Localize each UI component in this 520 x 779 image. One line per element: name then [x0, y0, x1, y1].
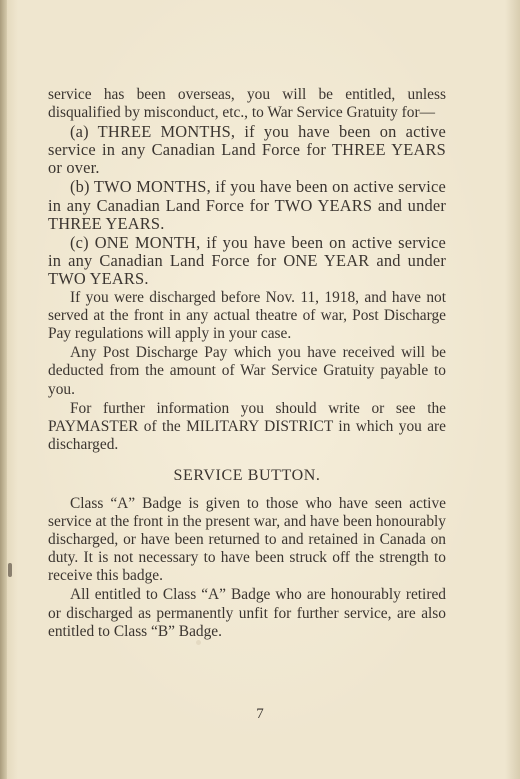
discharge-paragraph: If you were discharged before Nov. 11, 1918, and have not served at the front in any actual theatre of war, Post Discharge Pay regulations will apply in your case.	[48, 289, 446, 343]
body-text	[48, 86, 446, 642]
clause-b	[48, 178, 446, 232]
clause-a-label: (a)	[70, 122, 89, 142]
deduction-paragraph: Any Post Discharge Pay which you have received will be deducted from the amount of War Service Gratuity payable to you.	[48, 344, 446, 398]
page-number: 7	[256, 706, 264, 722]
clause-b-label: (b)	[70, 177, 90, 197]
clause-b-text: TWO MONTHS, if you have been on active service in any Canadian Land Force for TWO YEARS and under THREE YEARS.	[48, 177, 446, 233]
intro-paragraph: service has been overseas, you will be entitled, unless disqualified by misconduct, etc., to War Service Gratuity for—	[48, 86, 446, 122]
section-heading: SERVICE BUTTON.	[173, 466, 321, 484]
clause-c	[48, 234, 446, 288]
class-a-paragraph: Class “A” Badge is given to those who have seen active service at the front in the present war, and have been honourably discharged, or have been returned to and retained in Canada on duty. It is not necessary to have been struck off the strength to receive this badge.	[48, 494, 446, 585]
clause-c-text: ONE MONTH, if you have been on active service in any Canadian Land Force for ONE YEAR and under TWO YEARS.	[48, 232, 446, 288]
class-b-paragraph: All entitled to Class “A” Badge who are honourably retired or discharged as permanently unfit for further service, are also entitled to Class “B” Badge.	[48, 586, 446, 640]
clause-a-text: THREE MONTHS, if you have been on active service in any Canadian Land Force for THREE YEARS or over.	[48, 122, 446, 178]
ink-mark	[8, 563, 12, 577]
information-paragraph: For further information you should write or see the PAYMASTER of the MILITARY DISTRICT in which you are discharged.	[48, 399, 446, 453]
clause-c-label: (c)	[70, 232, 89, 252]
clause-a	[48, 123, 446, 177]
binding-edge	[0, 0, 7, 779]
